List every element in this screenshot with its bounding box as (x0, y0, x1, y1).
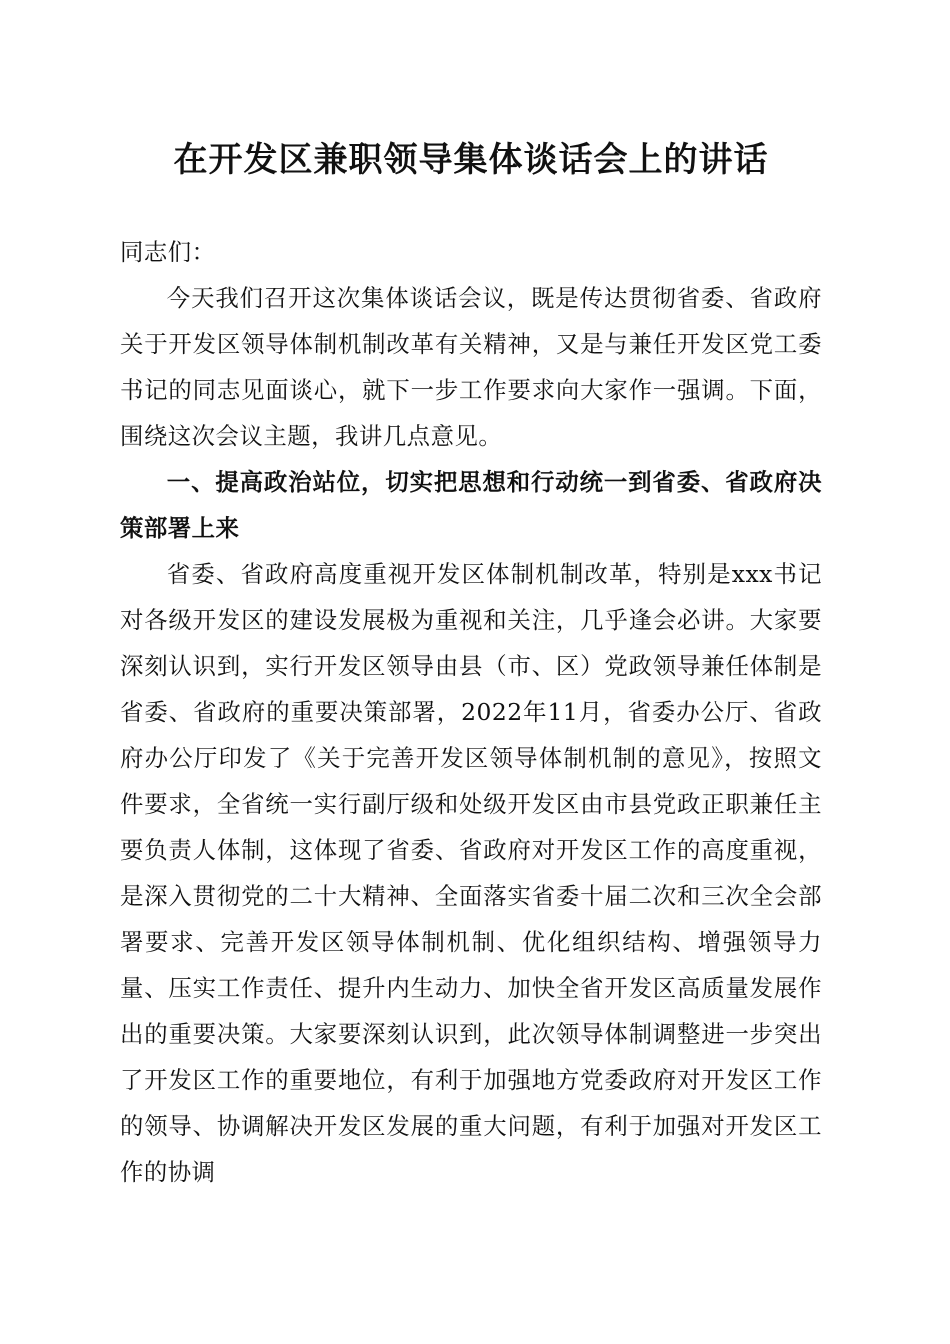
document-body (120, 229, 822, 1195)
section-paragraph-1: 省委、省政府高度重视开发区体制机制改革，特别是xxx书记对各级开发区的建设发展极为重视和关注，几乎逢会必讲。大家要深刻认识到，实行开发区领导由县（市、区）党政领导兼任体制是省委、省政府的重要决策部署，2022年11月，省委办公厅、省政府办公厅印发了《关于完善开发区领导体制机制的意见》，按照文件要求，全省统一实行副厅级和处级开发区由市县党政正职兼任主要负责人体制，这体现了省委、省政府对开发区工作的高度重视，是深入贯彻党的二十大精神、全面落实省委十届二次和三次全会部署要求、完善开发区领导体制机制、优化组织结构、增强领导力量、压实工作责任、提升内生动力、加快全省开发区高质量发展作出的重要决策。大家要深刻认识到，此次领导体制调整进一步突出了开发区工作的重要地位，有利于加强地方党委政府对开发区工作的领导、协调解决开发区发展的重大问题，有利于加强对开发区工作的协调 (120, 560, 822, 1186)
document-title: 在开发区兼职领导集体谈话会上的讲话 (173, 140, 769, 180)
intro-paragraph: 今天我们召开这次集体谈话会议，既是传达贯彻省委、省政府关于开发区领导体制机制改革有关精神，又是与兼任开发区党工委书记的同志见面谈心，就下一步工作要求向大家作一强调。下面，围绕这次会议主题，我讲几点意见。 (120, 284, 822, 450)
salutation: 同志们： (120, 238, 216, 266)
section-heading-1: 一、提高政治站位，切实把思想和行动统一到省委、省政府决策部署上来 (120, 468, 822, 542)
